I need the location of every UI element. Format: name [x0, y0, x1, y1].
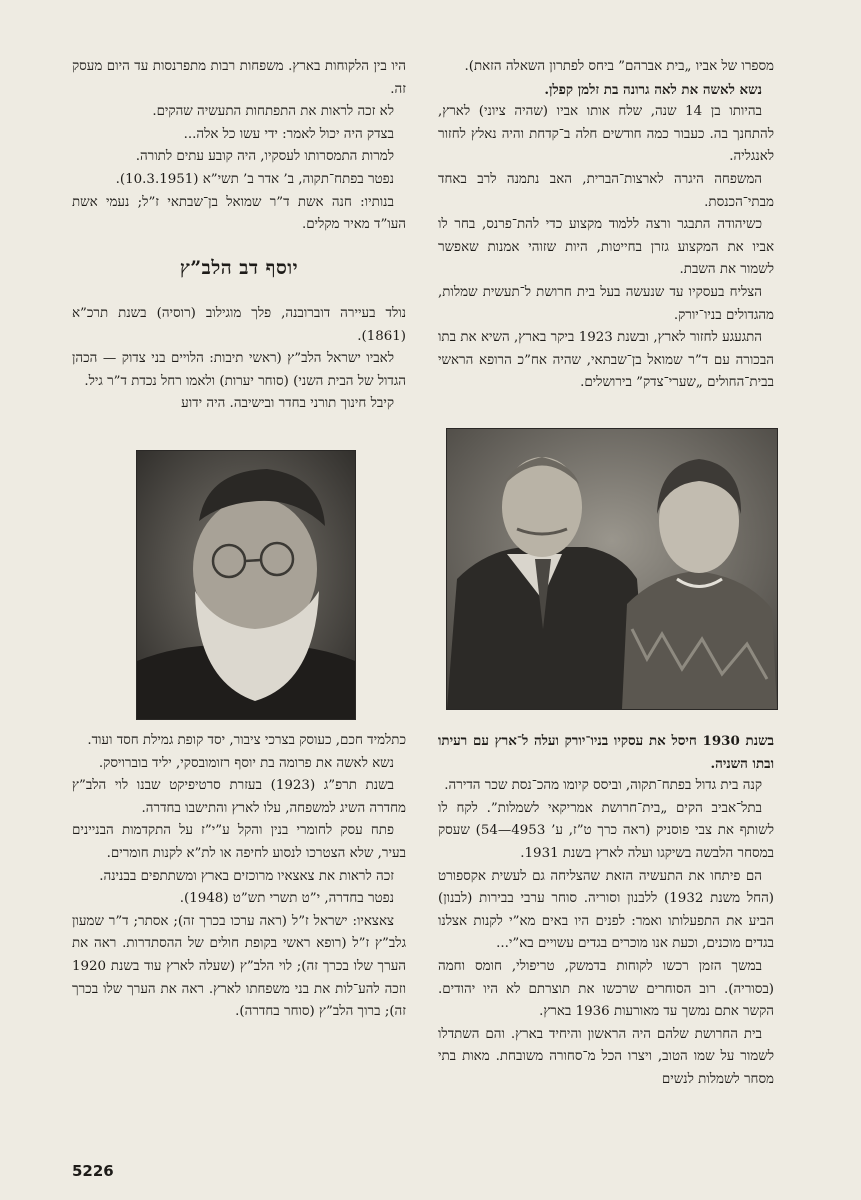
paragraph: קיבל חינוך תורני בחדר ובישיבה. היה ידוע: [181, 396, 394, 412]
paragraph: המשפחה היגרה לארצות־הברית, האב נתמנה לרב באחד מבתי־הכנסת.: [438, 171, 774, 210]
paragraph: בהיותו בן 14 שנה, שלח אותו אביו (שהיה ציוני) לארץ, להתחנך בה. כעבור כמה חודשים חלה ב־קדחת והיה נאלץ לחזור לאנגליה.: [438, 104, 774, 165]
couple-portrait-photo: [446, 428, 778, 710]
paragraph: נשא לאשה את לאה גרונה בת זלמן קפלן.: [544, 81, 762, 98]
paragraph: במשך הזמן רכשו לקוחות בדמשק, טריפולי, חומס וחמה (בסוריה). רוב הסוחרים שרכשו את תוצרתם לא היו יהודים. הקשר אתם נמשך עד מאורעות 1936 בארץ.: [438, 958, 774, 1020]
right-column-bottom: [438, 730, 774, 1092]
paragraph: למרות התמסרותו לעסקיו, היה קובע עתים לתורה.: [135, 149, 394, 165]
bearded-man-portrait-photo: [136, 450, 356, 720]
paragraph: בית החרושת שלהם היה הראשון והיחיד בארץ. והם השתדלו לשמור על שמו הטוב, ויצרו הכל מ־סחורה משובחת. מאות בתי מסחר לשמלות לנשים: [438, 1026, 774, 1087]
paragraph: בשנת תרפ”ג (1923) בעזרת סרטיפיקט שבנו לוי הלב”ץ מחדרה השיג למשפחה, עלו לארץ והתישבו בחדרה.: [72, 778, 406, 816]
paragraph: לאביו ישראל הלב”ץ (ראשי תיבות: הלויים בני צדוק — הכהן הגדול של הבית השני) (סוחר יערות) ולאמו רחל נכדת ד”ר גיל.: [72, 351, 406, 389]
page-number: 5226: [72, 1162, 114, 1180]
paragraph: צאצאיו: ישראל ז”ל (ראה ערכו בכרך זה); אסתר; ד”ר שמעון גלב”ץ ז”ל (רופא ראשי בקופת חולים של ההסתדרות. ראה את הערך שלו בכרך זה); לוי הלב”ץ (שעלה לארץ עוד בשנת 1920 וזכה להע־לות את בני משפחתו לארץ. ראה את הערך שלו בכרך זה); ברוך הלב”ץ (סוחר בחדרה).: [72, 913, 406, 1020]
right-column-top: [438, 56, 774, 395]
paragraph: זכה לראות את צאצאיו מרוכזים בארץ ומשתתפים בבנינה.: [99, 868, 394, 884]
bearded-man-portrait-image: [137, 451, 355, 719]
paragraph: בשנת 1930 חיסל את עסקיו בניו־יורק ועלה ל־ארץ עם רעיתו ובתו השניה.: [438, 733, 775, 772]
paragraph: הצליח בעסקיו עד שנעשה בעל בית חרושת ל־תעשית שמלות, מהגדולים בניו־יורק.: [438, 284, 774, 323]
paragraph: נשא לאשה את פרומה בת יוסף רזומובסקי, יליד בוברויסק.: [98, 755, 394, 771]
article-heading: יוסף דב הלב”ץ: [179, 257, 299, 279]
paragraph: בתל־אביב הקים „בית־חרושת אמריקאי לשמלות”. לקח לו לשותף את צבי פוסניק (ראה כרך ט”ז, ע’ 4953—54) שעסק במסחר הלבשה בשיקגו ועלה לארץ בשנת 1931.: [438, 800, 774, 861]
paragraph: בנותיו: חנה אשת ד”ר שמואל בן־שבתאי ז”ל; נעמי אשת העו”ד מאיר מקלים.: [72, 194, 406, 233]
paragraph: פתח עסק לחומרי בנין והקל ע”י”ז על התקדמות הבניינים בעיר, שלא הצטרכו לנסוע לחיפה או לת”א לקנות חומרים.: [72, 823, 406, 861]
paragraph: מספרו של אביו „בית אברהם” ביחס לפתרון השאלה הזאת).: [464, 59, 774, 74]
paragraph: הם פיתחו את התעשיה הזאת שהצליחה גם לעשית אקספורט (החל משנת 1932) ללבנון וסוריה. סוחר ערבי בבירות (לבנון) הביע את התפעלותו ואמר: לפנים היו באים מא”י לקנות אצלנו בגדים מוכנים, וכעת אנו מוכרים בגדים עשויים בא”י...: [438, 868, 774, 952]
left-column-mid: [72, 303, 406, 416]
left-column-bottom: [72, 730, 406, 1024]
left-column-top: [72, 56, 406, 237]
paragraph: לא זכה לראות את התפתחות התעשיה שהקים.: [152, 104, 394, 120]
paragraph: היו בין הלקוחות בארץ. משפחות רבות מתפרנסות עד היום מעסק זה.: [72, 59, 406, 97]
paragraph: כשיהודה התבגר ורצה ללמוד מקצוע כדי להת־פרנס, בחר לו אביו את המקצוע גזרן בחייטות, היות שזוהי אמנות שאפשר לשמור את השבת.: [438, 217, 774, 278]
paragraph: קנה בית גדול בפתח־תקוה, וביסס קיומו מהכ־נסת שכר הדירה.: [444, 778, 762, 794]
paragraph: נפטר בחדרה, י”ט תשרי תש”ט (1948).: [179, 891, 394, 907]
paragraph: כתלמיד חכם, כעוסק בצרכי ציבור, יסד קופת גמילת חסד ועוד.: [87, 733, 406, 748]
paragraph: התגעגע לחזור לארץ, ובשנת 1923 ביקר בארץ, השיא את בתו הבכורה עם ד”ר שמואל בן־שבתאי, שהיה אח”כ הרופא הראשי בבית־החולים „שערי־צדק” בירושלים.: [438, 330, 774, 391]
paragraph: בצדק היה יכול לאמר: ידי עשו כל אלה...: [183, 126, 394, 142]
paragraph: נולד בעיירה דוברובנה, פלך מוגילוב (רוסיה) בשנת תרכ”א (1861).: [72, 306, 406, 344]
paragraph: נפטר בפתח־תקוה, ב’ אדר ב’ תשי”א (10.3.1951).: [115, 171, 394, 187]
couple-portrait-image: [447, 429, 777, 709]
